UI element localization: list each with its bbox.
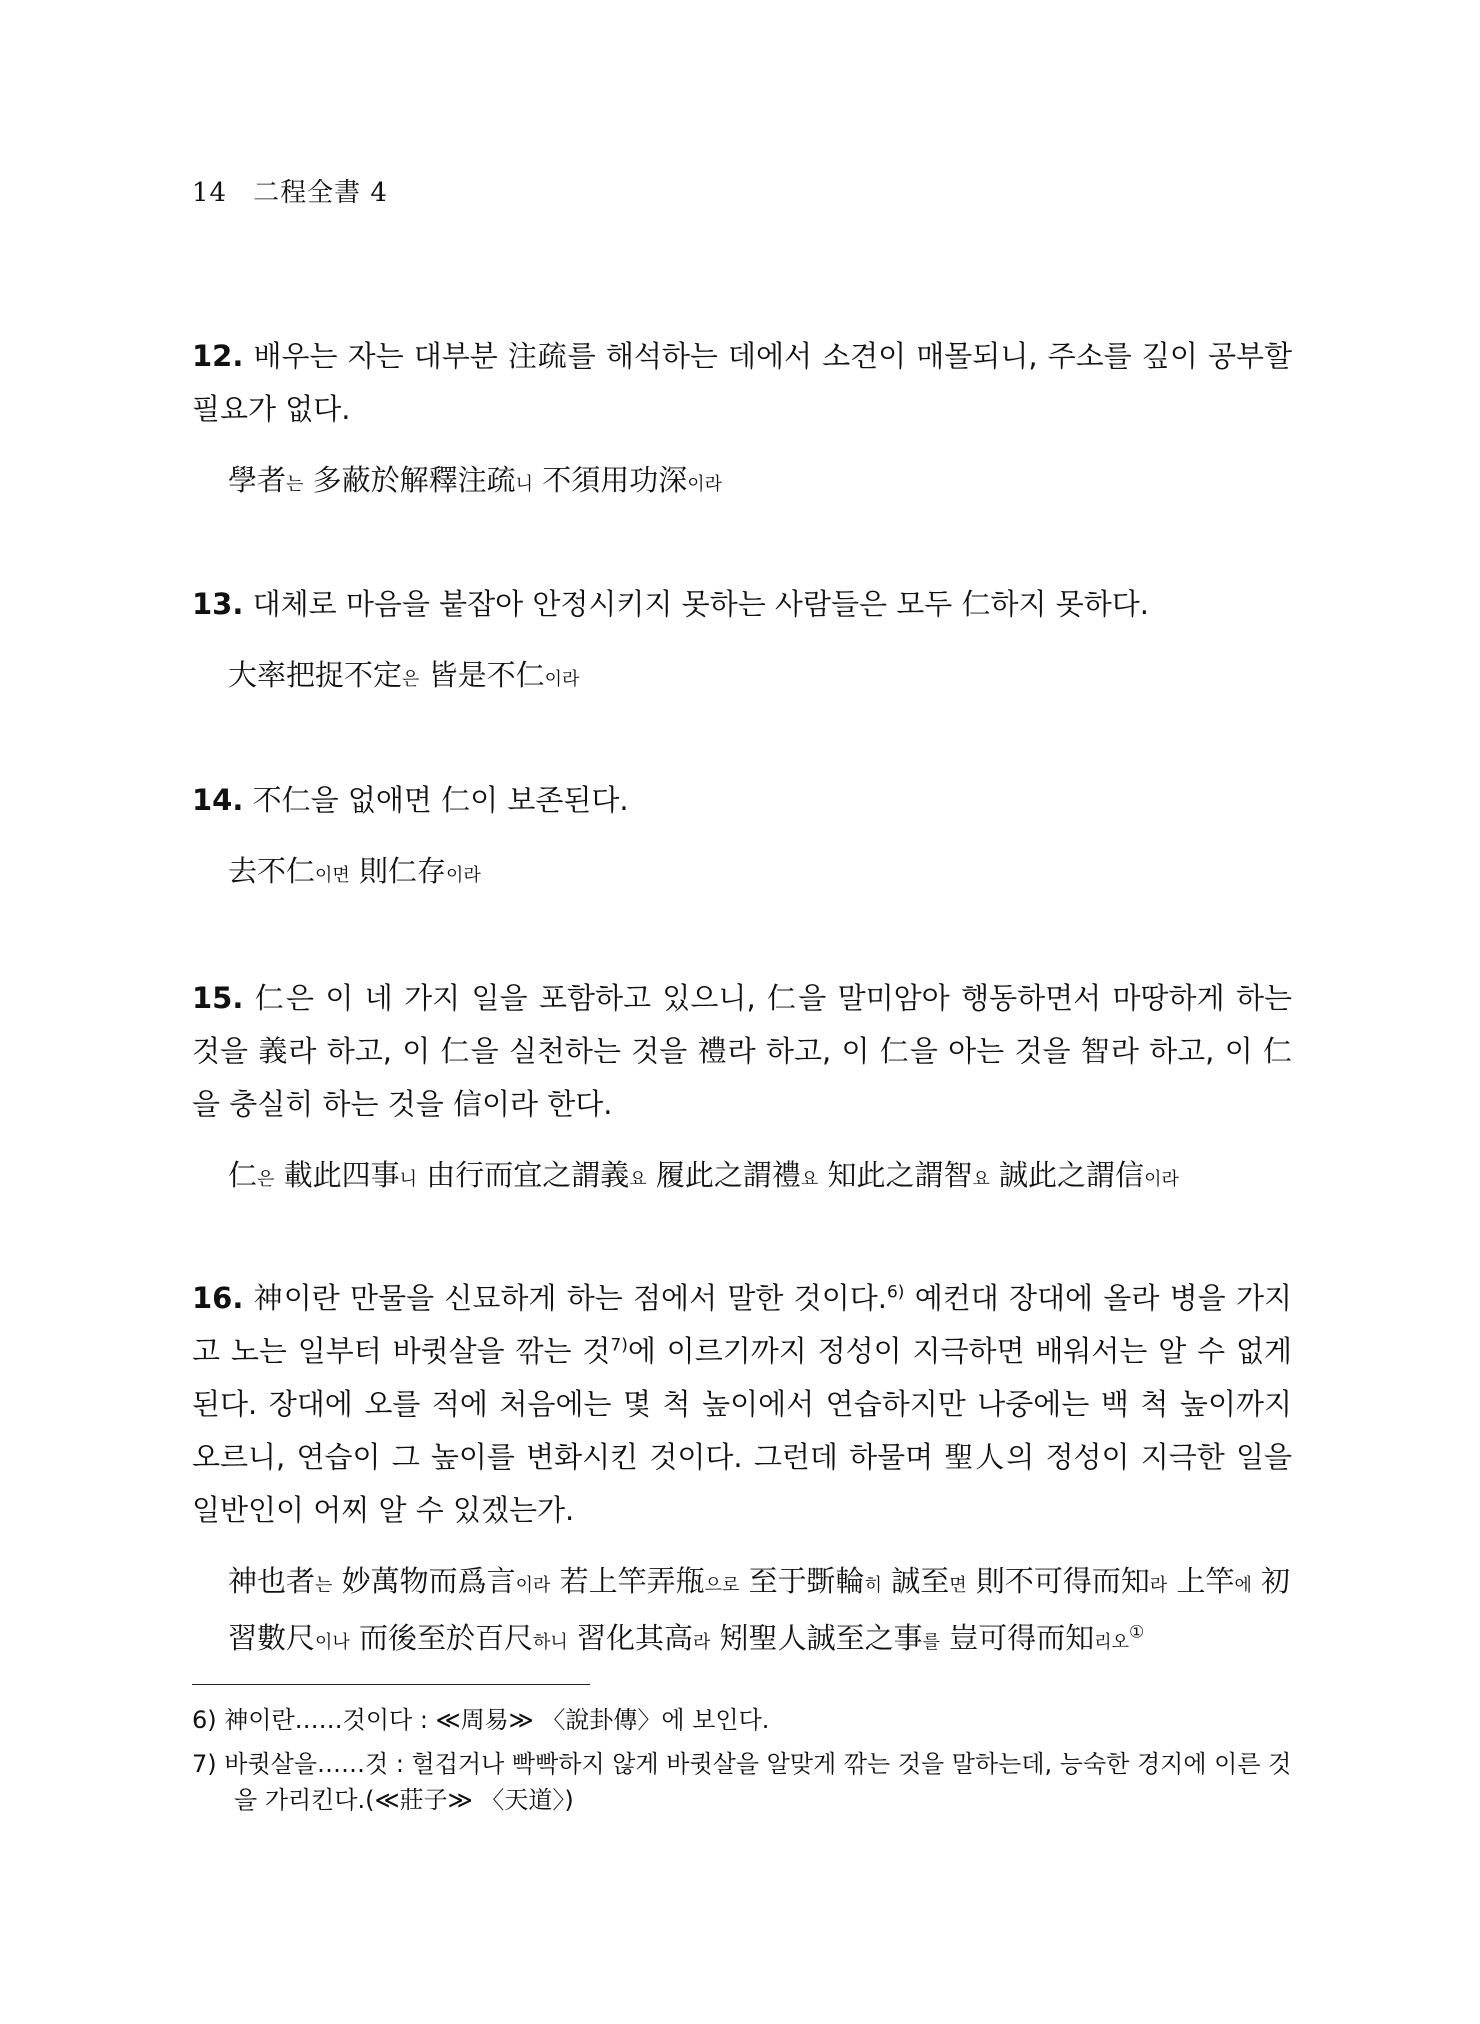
hanmun-original bbox=[228, 1555, 1292, 1669]
particle-token: 이면 bbox=[315, 865, 350, 886]
hanmun-token: 履此之謂禮 bbox=[646, 1158, 801, 1192]
hanmun-token: 仁 bbox=[228, 1158, 258, 1192]
hanmun-token: 習化其高 bbox=[567, 1621, 694, 1655]
korean-translation bbox=[192, 578, 1292, 631]
korean-text: 仁은 이 네 가지 일을 포함하고 있으니, 仁을 말미암아 행동하면서 마땅하게 하는 것을 義라 하고, 이 仁을 실천하는 것을 禮라 하고, 이 仁을 아는 것을 智라 하고, 이 仁을 충실히 하는 것을 信이라 한다. bbox=[192, 981, 1292, 1121]
particle-token: 니 bbox=[515, 474, 534, 495]
particle-token: 라 bbox=[1149, 1575, 1168, 1596]
footnote-text: 神이란……것이다 : ≪周易≫ 〈說卦傳〉에 보인다. bbox=[224, 1706, 770, 1734]
hanmun-token: 則仁存 bbox=[349, 854, 447, 888]
footnotes bbox=[192, 1702, 1292, 1826]
page-number: 14 bbox=[192, 178, 228, 208]
hanmun-token: 去不仁 bbox=[228, 854, 316, 888]
hanmun-token: 初習數尺 bbox=[228, 1564, 1291, 1655]
korean-text: 대체로 마음을 붙잡아 안정시키지 못하는 사람들은 모두 仁하지 못하다. bbox=[252, 587, 1149, 621]
hanmun-original bbox=[228, 649, 1292, 706]
particle-token: 요 bbox=[972, 1169, 990, 1190]
hanmun-original bbox=[228, 454, 1292, 511]
korean-text: 예컨대 장대에 올라 병을 가지고 노는 일부터 바큇살을 깎는 것 bbox=[192, 1281, 1293, 1368]
entry-16 bbox=[192, 1272, 1292, 1669]
hanmun-token: 而後至於百尺 bbox=[349, 1621, 534, 1655]
hanmun-token: 神也者 bbox=[228, 1564, 316, 1598]
particle-token: 이라 bbox=[1144, 1169, 1179, 1190]
entry-14 bbox=[192, 774, 1292, 902]
hanmun-token: 知此之謂智 bbox=[818, 1158, 973, 1192]
particle-token: 이나 bbox=[315, 1632, 350, 1653]
entry-number: 14. bbox=[192, 783, 244, 817]
hanmun-token: 多蔽於解釋注疏 bbox=[303, 463, 516, 497]
hanmun-token: 至于斲輪 bbox=[739, 1564, 865, 1598]
korean-translation bbox=[192, 774, 1292, 827]
hanmun-token: 則不可得而知 bbox=[966, 1564, 1150, 1598]
entry-12 bbox=[192, 330, 1292, 511]
hanmun-token: 載此四事 bbox=[274, 1158, 400, 1192]
korean-text: 神이란 만물을 신묘하게 하는 점에서 말한 것이다. bbox=[253, 1281, 887, 1315]
particle-token: 으로 bbox=[704, 1575, 740, 1596]
entry-15 bbox=[192, 972, 1292, 1206]
footnote-ref-6[interactable]: 6) bbox=[886, 1282, 905, 1303]
hanmun-token: 大率把捉不定 bbox=[228, 658, 403, 692]
hanmun-original bbox=[228, 845, 1292, 902]
particle-token: 이라 bbox=[687, 474, 723, 495]
korean-text: 不仁을 없애면 仁이 보존된다. bbox=[252, 783, 629, 817]
particle-token: 이라 bbox=[544, 669, 580, 690]
hanmun-token: 若上竿弄甁 bbox=[550, 1564, 705, 1598]
footnote-text: 바큇살을……것 : 헐겁거나 빡빡하지 않게 바큇살을 알맞게 깎는 것을 말하는데, 능숙한 경지에 이른 것을 가리킨다.(≪莊子≫ 〈天道〉) bbox=[224, 1750, 1292, 1814]
hanmun-token: 豈可得而知 bbox=[940, 1621, 1095, 1655]
particle-token: 는 bbox=[286, 474, 304, 495]
particle-token: 는 bbox=[315, 1575, 333, 1596]
korean-translation bbox=[192, 330, 1292, 436]
particle-token: 니 bbox=[399, 1169, 418, 1190]
hanmun-token: 學者 bbox=[228, 463, 287, 497]
entry-13 bbox=[192, 578, 1292, 706]
particle-token: 이라 bbox=[446, 865, 481, 886]
footnote-ref-7[interactable]: 7) bbox=[610, 1335, 628, 1356]
particle-token: 를 bbox=[922, 1632, 941, 1653]
korean-text: 에 이르기까지 정성이 지극하면 배워서는 알 수 없게 된다. 장대에 오를 적에 처음에는 몇 척 높이에서 연습하지만 나중에는 백 척 높이까지 오르니, 연습이 그 높이를 변화시킨 것이다. 그런데 하물며 聖人의 정성이 지극한 일을 일반인이 어찌 알 수 있겠는가. bbox=[192, 1334, 1292, 1527]
hanmun-token: 誠至 bbox=[882, 1564, 950, 1598]
footnote-marker: 6) bbox=[192, 1706, 217, 1734]
editorial-note-marker[interactable]: ① bbox=[1129, 1622, 1145, 1643]
particle-token: 요 bbox=[629, 1169, 647, 1190]
hanmun-token: 由行而宜之謂義 bbox=[417, 1158, 630, 1192]
entry-number: 13. bbox=[192, 587, 244, 621]
footnote-marker: 7) bbox=[192, 1750, 217, 1778]
korean-translation bbox=[192, 972, 1292, 1131]
running-header bbox=[192, 172, 388, 209]
footnote-7 bbox=[192, 1746, 1292, 1818]
entry-number: 15. bbox=[192, 981, 244, 1015]
particle-token: 요 bbox=[800, 1169, 819, 1190]
korean-text: 배우는 자는 대부분 注疏를 해석하는 데에서 소견이 매몰되니, 주소를 깊이 공부할 필요가 없다. bbox=[192, 339, 1292, 426]
particle-token: 히 bbox=[864, 1575, 883, 1596]
hanmun-token: 妙萬物而爲言 bbox=[332, 1564, 516, 1598]
particle-token: 라 bbox=[693, 1632, 711, 1653]
particle-token: 면 bbox=[949, 1575, 967, 1596]
particle-token: 은 bbox=[402, 669, 420, 690]
particle-token: 에 bbox=[1234, 1575, 1252, 1596]
footnote-divider bbox=[192, 1684, 590, 1685]
particle-token: 리오 bbox=[1094, 1632, 1130, 1653]
hanmun-token: 不須用功深 bbox=[533, 463, 688, 497]
hanmun-token: 矧聖人誠至之事 bbox=[710, 1621, 923, 1655]
hanmun-token: 皆是不仁 bbox=[419, 658, 545, 692]
hanmun-token: 誠此之謂信 bbox=[989, 1158, 1145, 1192]
hanmun-original bbox=[228, 1149, 1292, 1206]
particle-token: 은 bbox=[257, 1169, 275, 1190]
particle-token: 이라 bbox=[515, 1575, 551, 1596]
footnote-6 bbox=[192, 1702, 1292, 1738]
book-title: 二程全書 4 bbox=[253, 178, 388, 208]
entry-number: 12. bbox=[192, 339, 244, 373]
hanmun-token: 上竿 bbox=[1167, 1564, 1235, 1598]
korean-translation bbox=[192, 1272, 1292, 1537]
entry-number: 16. bbox=[192, 1281, 244, 1315]
particle-token: 하니 bbox=[533, 1632, 568, 1653]
